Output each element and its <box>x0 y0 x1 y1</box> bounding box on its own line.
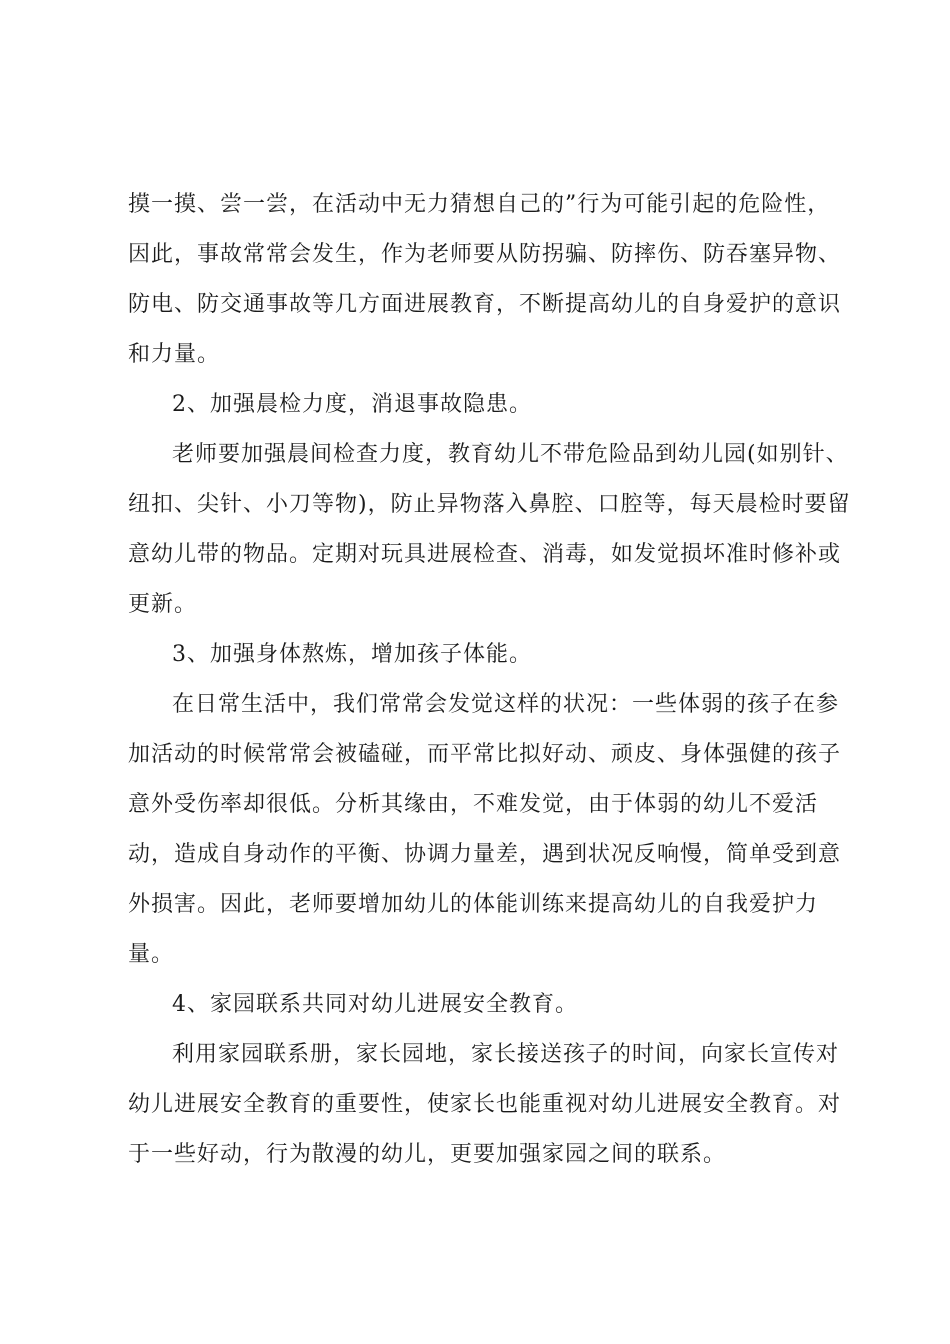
text-line: 幼儿进展安全教育的重要性，使家长也能重视对幼儿进展安全教育。对 <box>128 1092 842 1117</box>
text-line: 摸一摸、尝一尝，在活动中无力猜想自己的”行为可能引起的危险性， <box>128 192 831 217</box>
text-line: 意幼儿带的物品。定期对玩具进展检查、消毒，如发觉损坏准时修补或 <box>128 542 842 567</box>
text-line: 因此，事故常常会发生，作为老师要从防拐骗、防摔伤、防吞塞异物、 <box>128 242 842 267</box>
text-line: 外损害。因此，老师要增加幼儿的体能训练来提高幼儿的自我爱护力 <box>128 892 819 917</box>
text-line: 于一些好动，行为散漫的幼儿，更要加强家园之间的联系。 <box>128 1142 727 1167</box>
text-line: 量。 <box>128 942 175 967</box>
text-line: 在日常生活中，我们常常会发觉这样的状况：一些体弱的孩子在参 <box>172 692 840 717</box>
text-line: 更新。 <box>128 592 198 617</box>
text-line: 和力量。 <box>128 342 221 367</box>
text-line: 利用家园联系册，家长园地，家长接送孩子的时间，向家长宣传对 <box>172 1042 840 1067</box>
text-line: 防电、防交通事故等几方面进展教育，不断提高幼儿的自身爱护的意识 <box>128 292 842 317</box>
text-line: 意外受伤率却很低。分析其缘由，不难发觉，由于体弱的幼儿不爱活 <box>128 792 819 817</box>
section-heading-4: 4、家园联系共同对幼儿进展安全教育。 <box>172 992 578 1017</box>
text-line: 老师要加强晨间检查力度，教育幼儿不带危险品到幼儿园(如别针、 <box>172 442 849 467</box>
text-line: 纽扣、尖针、小刀等物)，防止异物落入鼻腔、口腔等，每天晨检时要留 <box>128 492 851 517</box>
section-heading-2: 2、加强晨检力度，消退事故隐患。 <box>172 392 532 417</box>
section-heading-3: 3、加强身体熬炼，增加孩子体能。 <box>172 642 532 667</box>
text-line: 加活动的时候常常会被磕碰，而平常比拟好动、顽皮、身体强健的孩子 <box>128 742 842 767</box>
document-body <box>128 180 851 1180</box>
text-line: 动，造成自身动作的平衡、协调力量差，遇到状况反响慢，简单受到意 <box>128 842 842 867</box>
